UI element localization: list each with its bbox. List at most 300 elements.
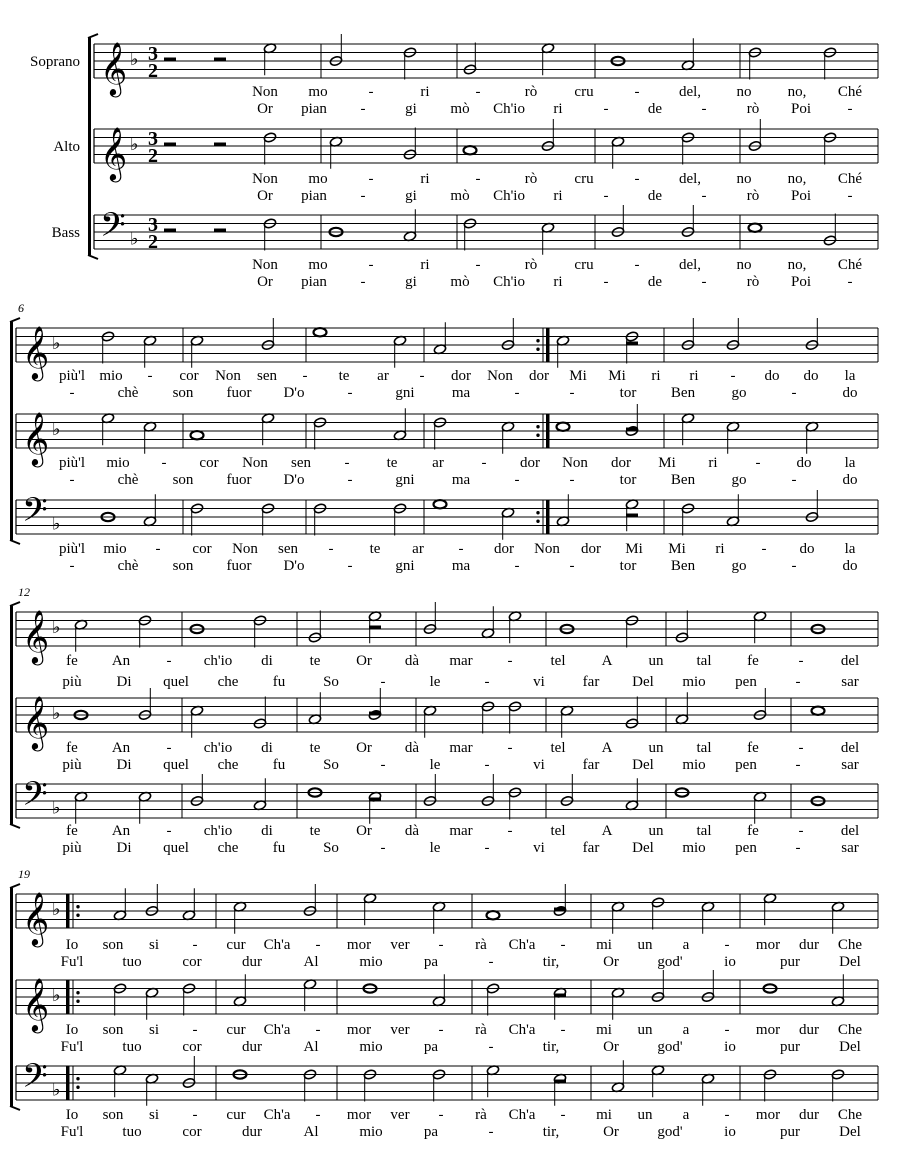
flat-icon: ♭ bbox=[130, 228, 139, 249]
lyric-syllable: più'l bbox=[58, 541, 86, 557]
lyric-syllable: - bbox=[791, 472, 797, 488]
lyric-syllable: cur bbox=[226, 1107, 246, 1123]
lyric-syllable: de bbox=[647, 101, 663, 117]
instrument-name: Bass bbox=[51, 225, 80, 241]
lyric-syllable: sen bbox=[278, 541, 298, 557]
lyric-syllable: mio bbox=[682, 840, 706, 856]
lyric-syllable: far bbox=[582, 840, 600, 856]
lyric-syllable: ma bbox=[451, 472, 471, 488]
rest-icon bbox=[369, 798, 381, 802]
lyric-syllable: gni bbox=[395, 472, 415, 488]
lyric-syllable: mio bbox=[106, 455, 130, 471]
lyric-syllable: do bbox=[764, 368, 780, 384]
lyric-syllable: - bbox=[475, 257, 481, 273]
lyric-syllable: Non bbox=[487, 368, 513, 384]
whole-note bbox=[191, 431, 204, 439]
lyric-syllable: tir, bbox=[542, 954, 560, 970]
lyric-syllable: Poi bbox=[790, 188, 812, 204]
lyric-syllable: - bbox=[419, 368, 425, 384]
lyric-syllable: pa bbox=[423, 954, 439, 970]
lyric-syllable: chè bbox=[117, 385, 139, 401]
lyric-syllable: Che bbox=[837, 1022, 863, 1038]
lyric-syllable: del bbox=[840, 740, 860, 756]
lyric-syllable: mar bbox=[449, 823, 473, 839]
lyric-syllable: Io bbox=[65, 1107, 79, 1123]
repeat-thick-barline bbox=[66, 894, 70, 928]
lyric-syllable: rà bbox=[475, 937, 487, 953]
treble-clef-icon: 𝄞 bbox=[22, 611, 50, 662]
lyric-syllable: de bbox=[647, 274, 663, 290]
lyric-syllable: rò bbox=[746, 101, 760, 117]
lyric-syllable: ri bbox=[553, 188, 563, 204]
lyric-syllable: pur bbox=[780, 1039, 800, 1055]
lyric-syllable: un bbox=[637, 1022, 653, 1038]
lyric-syllable: do bbox=[842, 385, 858, 401]
lyric-syllable: io bbox=[724, 954, 736, 970]
lyric-syllable: fu bbox=[272, 674, 286, 690]
lyric-syllable: rò bbox=[746, 274, 760, 290]
lyric-syllable: che bbox=[217, 674, 239, 690]
lyric-syllable: - bbox=[347, 472, 353, 488]
lyric-syllable: - bbox=[514, 558, 520, 574]
lyric-syllable: rò bbox=[524, 84, 538, 100]
lyric-syllable: fe bbox=[66, 740, 78, 756]
lyric-syllable: mor bbox=[346, 1107, 372, 1123]
whole-note bbox=[557, 423, 570, 431]
lyric-syllable: ch'io bbox=[203, 740, 233, 756]
lyric-syllable: pa bbox=[423, 1124, 439, 1140]
flat-icon: ♭ bbox=[52, 513, 61, 534]
lyric-syllable: Mi bbox=[668, 541, 686, 557]
lyric-syllable: Poi bbox=[790, 274, 812, 290]
lyric-syllable: - bbox=[488, 1039, 494, 1055]
lyric-syllable: Che bbox=[837, 937, 863, 953]
lyric-syllable: rò bbox=[524, 257, 538, 273]
lyric-syllable: - bbox=[507, 740, 513, 756]
flat-icon: ♭ bbox=[130, 134, 139, 154]
lyric-syllable: quel bbox=[163, 674, 189, 690]
lyric-syllable: ma bbox=[451, 558, 471, 574]
lyric-syllable: pen bbox=[735, 757, 757, 773]
lyric-syllable: - bbox=[192, 1022, 198, 1038]
lyric-syllable: - bbox=[475, 84, 481, 100]
lyric-syllable: - bbox=[795, 840, 801, 856]
lyric-syllable: ri bbox=[420, 171, 430, 187]
lyric-syllable: si bbox=[148, 1107, 160, 1123]
lyric-syllable: cru bbox=[574, 84, 594, 100]
lyric-syllable: Ché bbox=[837, 84, 863, 100]
lyric-syllable: - bbox=[484, 757, 490, 773]
lyric-syllable: - bbox=[791, 385, 797, 401]
lyric-syllable: - bbox=[847, 101, 853, 117]
lyric-syllable: Di bbox=[116, 674, 132, 690]
lyric-syllable: Or bbox=[603, 1039, 619, 1055]
lyric-syllable: dà bbox=[404, 823, 420, 839]
lyric-syllable: tal bbox=[696, 823, 712, 839]
lyric-syllable: sen bbox=[257, 368, 277, 384]
lyric-syllable: son bbox=[102, 937, 124, 953]
lyric-syllable: - bbox=[347, 385, 353, 401]
lyric-syllable: te bbox=[309, 653, 321, 669]
repeat-dot bbox=[536, 348, 539, 351]
lyric-syllable: più bbox=[62, 674, 82, 690]
lyric-syllable: Non bbox=[252, 257, 278, 273]
lyric-syllable: sar bbox=[841, 757, 859, 773]
lyric-syllable: del, bbox=[678, 84, 702, 100]
lyric-syllable: ch'io bbox=[203, 823, 233, 839]
lyric-syllable: - bbox=[69, 385, 75, 401]
lyric-syllable: son bbox=[102, 1022, 124, 1038]
lyric-syllable: ar bbox=[432, 455, 444, 471]
lyric-syllable: ver bbox=[390, 937, 410, 953]
lyric-syllable: cru bbox=[574, 171, 594, 187]
repeat-thick-barline bbox=[546, 500, 550, 534]
lyric-syllable: mio bbox=[359, 1124, 383, 1140]
lyric-syllable: Del bbox=[632, 757, 654, 773]
lyric-syllable: Or bbox=[356, 823, 372, 839]
lyric-syllable: mor bbox=[346, 937, 372, 953]
lyric-syllable: - bbox=[368, 84, 374, 100]
lyric-syllable: - bbox=[344, 455, 350, 471]
lyric-syllable: son bbox=[102, 1107, 124, 1123]
lyric-syllable: D'o bbox=[283, 558, 305, 574]
lyric-syllable: - bbox=[730, 368, 736, 384]
lyric-syllable: fe bbox=[66, 653, 78, 669]
lyric-syllable: Fu'l bbox=[60, 1124, 84, 1140]
lyric-syllable: - bbox=[634, 171, 640, 187]
rest-icon bbox=[369, 712, 381, 716]
lyric-syllable: rà bbox=[475, 1107, 487, 1123]
lyric-syllable: la bbox=[844, 541, 856, 557]
lyric-syllable: Ben bbox=[670, 385, 696, 401]
lyric-syllable: pian bbox=[301, 188, 327, 204]
treble-clef-icon: 𝄞 bbox=[22, 697, 50, 748]
lyric-syllable: - bbox=[484, 840, 490, 856]
lyric-syllable: ar bbox=[412, 541, 424, 557]
lyric-syllable: a bbox=[682, 937, 690, 953]
lyric-syllable: - bbox=[701, 101, 707, 117]
lyric-syllable: rà bbox=[475, 1022, 487, 1038]
flat-icon: ♭ bbox=[130, 49, 139, 69]
lyric-syllable: dor bbox=[611, 455, 631, 471]
rest-icon bbox=[214, 58, 226, 62]
lyric-syllable: do bbox=[796, 455, 812, 471]
lyric-syllable: Ch'io bbox=[493, 101, 525, 117]
lyric-syllable: Mi bbox=[608, 368, 626, 384]
lyric-syllable: ver bbox=[390, 1022, 410, 1038]
lyric-syllable: un bbox=[648, 740, 664, 756]
lyric-syllable: god' bbox=[657, 954, 683, 970]
bracket-top bbox=[10, 884, 20, 888]
bracket-bottom bbox=[10, 824, 20, 828]
lyric-syllable: chè bbox=[117, 472, 139, 488]
lyric-syllable: - bbox=[634, 84, 640, 100]
lyric-syllable: tuo bbox=[122, 1039, 142, 1055]
lyric-syllable: - bbox=[791, 558, 797, 574]
lyric-syllable: D'o bbox=[283, 385, 305, 401]
lyric-syllable: no, bbox=[787, 84, 807, 100]
lyric-syllable: - bbox=[798, 823, 804, 839]
lyric-syllable: ver bbox=[390, 1107, 410, 1123]
lyric-syllable: mio bbox=[359, 1039, 383, 1055]
lyric-syllable: dor bbox=[581, 541, 601, 557]
lyric-syllable: - bbox=[147, 368, 153, 384]
lyric-syllable: vi bbox=[533, 840, 545, 856]
lyric-syllable: si bbox=[148, 937, 160, 953]
repeat-dot bbox=[76, 914, 79, 917]
lyric-syllable: Di bbox=[116, 840, 132, 856]
lyric-syllable: te bbox=[309, 823, 321, 839]
lyric-syllable: ri bbox=[420, 84, 430, 100]
lyric-syllable: tor bbox=[619, 558, 637, 574]
treble-clef-icon: 𝄞 bbox=[100, 128, 128, 179]
lyric-syllable: far bbox=[582, 674, 600, 690]
lyric-syllable: - bbox=[315, 937, 321, 953]
lyric-syllable: do bbox=[803, 368, 819, 384]
repeat-dot bbox=[536, 511, 539, 514]
flat-icon: ♭ bbox=[52, 419, 61, 439]
treble-clef-icon: 𝄞 bbox=[22, 893, 50, 944]
lyric-syllable: Del bbox=[839, 954, 861, 970]
lyric-syllable: - bbox=[507, 653, 513, 669]
treble-clef-icon: 𝄞 bbox=[22, 979, 50, 1030]
lyric-syllable: - bbox=[847, 274, 853, 290]
lyric-syllable: Del bbox=[632, 674, 654, 690]
repeat-thick-barline bbox=[66, 980, 70, 1014]
lyric-syllable: cor bbox=[182, 1124, 202, 1140]
lyric-syllable: tel bbox=[550, 740, 566, 756]
lyric-syllable: - bbox=[514, 385, 520, 401]
lyric-syllable: un bbox=[637, 1107, 653, 1123]
flat-icon: ♭ bbox=[52, 899, 61, 919]
lyric-syllable: Ch'io bbox=[493, 274, 525, 290]
lyric-syllable: un bbox=[637, 937, 653, 953]
lyric-syllable: del bbox=[840, 823, 860, 839]
lyric-syllable: pian bbox=[301, 101, 327, 117]
lyric-syllable: far bbox=[582, 757, 600, 773]
lyric-syllable: a bbox=[682, 1022, 690, 1038]
lyric-syllable: un bbox=[648, 653, 664, 669]
lyric-syllable: no bbox=[736, 84, 752, 100]
lyric-syllable: - bbox=[484, 674, 490, 690]
lyric-syllable: - bbox=[560, 937, 566, 953]
lyric-syllable: - bbox=[798, 740, 804, 756]
lyric-syllable: dor bbox=[494, 541, 514, 557]
lyric-syllable: - bbox=[488, 954, 494, 970]
lyric-syllable: Ch'a bbox=[508, 1022, 536, 1038]
bass-clef-icon: 𝄢 bbox=[22, 1057, 48, 1103]
time-signature-denominator: 2 bbox=[148, 231, 158, 253]
lyric-syllable: Fu'l bbox=[60, 954, 84, 970]
lyric-syllable: A bbox=[601, 823, 613, 839]
lyric-syllable: mò bbox=[450, 101, 470, 117]
flat-icon: ♭ bbox=[52, 333, 61, 353]
lyric-syllable: Or bbox=[257, 274, 273, 290]
bracket-top bbox=[10, 318, 20, 322]
lyric-syllable: mor bbox=[755, 937, 781, 953]
lyric-syllable: Non bbox=[215, 368, 241, 384]
lyric-syllable: Ch'io bbox=[493, 188, 525, 204]
lyric-syllable: dur bbox=[242, 1124, 262, 1140]
lyric-syllable: Ben bbox=[670, 558, 696, 574]
lyric-syllable: rò bbox=[524, 171, 538, 187]
lyric-syllable: pen bbox=[735, 674, 757, 690]
time-signature-numerator: 3 bbox=[148, 128, 158, 150]
lyric-syllable: cru bbox=[574, 257, 594, 273]
rest-icon bbox=[626, 514, 638, 518]
lyric-syllable: tal bbox=[696, 740, 712, 756]
lyric-syllable: un bbox=[648, 823, 664, 839]
rest-icon bbox=[554, 994, 566, 998]
lyric-syllable: - bbox=[380, 674, 386, 690]
lyric-syllable: - bbox=[724, 1107, 730, 1123]
system-bracket bbox=[10, 888, 13, 1106]
system-bracket bbox=[10, 606, 13, 824]
lyric-syllable: - bbox=[560, 1107, 566, 1123]
lyric-syllable: tor bbox=[619, 385, 637, 401]
lyric-syllable: cur bbox=[226, 937, 246, 953]
lyric-syllable: do bbox=[842, 472, 858, 488]
repeat-dot bbox=[536, 434, 539, 437]
lyric-syllable: tuo bbox=[122, 954, 142, 970]
lyric-syllable: Mi bbox=[625, 541, 643, 557]
repeat-dot bbox=[76, 991, 79, 994]
lyric-syllable: So bbox=[323, 674, 339, 690]
rest-icon bbox=[164, 229, 176, 233]
lyric-syllable: - bbox=[701, 274, 707, 290]
lyric-syllable: Or bbox=[356, 740, 372, 756]
lyric-syllable: Al bbox=[303, 1124, 319, 1140]
lyric-syllable: la bbox=[844, 368, 856, 384]
lyric-syllable: fe bbox=[747, 653, 759, 669]
lyric-syllable: dor bbox=[529, 368, 549, 384]
lyric-syllable: A bbox=[601, 653, 613, 669]
lyric-syllable: - bbox=[192, 937, 198, 953]
lyric-syllable: che bbox=[217, 757, 239, 773]
lyric-syllable: - bbox=[603, 188, 609, 204]
lyric-syllable: ri bbox=[715, 541, 725, 557]
lyric-syllable: fe bbox=[747, 823, 759, 839]
lyric-syllable: cor bbox=[182, 954, 202, 970]
lyric-syllable: no bbox=[736, 171, 752, 187]
lyric-syllable: mar bbox=[449, 740, 473, 756]
lyric-syllable: gni bbox=[395, 385, 415, 401]
lyric-syllable: ri bbox=[553, 101, 563, 117]
lyric-syllable: mò bbox=[450, 188, 470, 204]
lyric-syllable: Io bbox=[65, 1022, 79, 1038]
lyric-syllable: mi bbox=[596, 1022, 612, 1038]
instrument-name: Alto bbox=[53, 139, 80, 155]
lyric-syllable: tuo bbox=[122, 1124, 142, 1140]
bracket-bottom bbox=[10, 1106, 20, 1110]
bass-clef-icon: 𝄢 bbox=[22, 491, 48, 537]
lyric-syllable: sar bbox=[841, 840, 859, 856]
lyric-syllable: del bbox=[840, 653, 860, 669]
lyric-syllable: gni bbox=[395, 558, 415, 574]
lyric-syllable: Ch'a bbox=[263, 937, 291, 953]
lyric-syllable: - bbox=[481, 455, 487, 471]
lyric-syllable: son bbox=[172, 472, 194, 488]
lyric-syllable: son bbox=[172, 385, 194, 401]
lyric-syllable: gi bbox=[405, 101, 417, 117]
lyric-syllable: dur bbox=[242, 954, 262, 970]
lyric-syllable: ar bbox=[377, 368, 389, 384]
lyric-syllable: ch'io bbox=[203, 653, 233, 669]
lyric-syllable: di bbox=[261, 823, 273, 839]
lyric-syllable: Non bbox=[252, 171, 278, 187]
system-bracket bbox=[88, 38, 91, 255]
lyric-syllable: Non bbox=[232, 541, 258, 557]
lyric-syllable: mo bbox=[308, 84, 328, 100]
instrument-name: Soprano bbox=[30, 54, 80, 70]
lyric-syllable: - bbox=[315, 1107, 321, 1123]
lyric-syllable: Non bbox=[562, 455, 588, 471]
flat-icon: ♭ bbox=[52, 985, 61, 1005]
lyric-syllable: dor bbox=[520, 455, 540, 471]
lyric-syllable: mio bbox=[103, 541, 127, 557]
lyric-syllable: - bbox=[161, 455, 167, 471]
lyric-syllable: mor bbox=[755, 1107, 781, 1123]
lyric-syllable: dur bbox=[242, 1039, 262, 1055]
lyric-syllable: Ché bbox=[837, 257, 863, 273]
lyric-syllable: del, bbox=[678, 257, 702, 273]
lyric-syllable: ri bbox=[651, 368, 661, 384]
repeat-dot bbox=[536, 425, 539, 428]
lyric-syllable: te bbox=[386, 455, 398, 471]
whole-note bbox=[487, 911, 500, 919]
lyric-syllable: - bbox=[380, 757, 386, 773]
lyric-syllable: An bbox=[111, 823, 131, 839]
lyric-syllable: - bbox=[634, 257, 640, 273]
lyric-syllable: io bbox=[724, 1124, 736, 1140]
whole-note bbox=[464, 146, 477, 154]
lyric-syllable: mi bbox=[596, 1107, 612, 1123]
repeat-dot bbox=[536, 339, 539, 342]
lyric-syllable: quel bbox=[163, 840, 189, 856]
lyric-syllable: la bbox=[844, 455, 856, 471]
whole-note bbox=[812, 707, 825, 715]
lyric-syllable: - bbox=[315, 1022, 321, 1038]
bass-clef-icon: 𝄢 bbox=[22, 775, 48, 821]
lyric-syllable: - bbox=[475, 171, 481, 187]
lyric-syllable: dà bbox=[404, 653, 420, 669]
lyric-syllable: - bbox=[701, 188, 707, 204]
lyric-syllable: fe bbox=[66, 823, 78, 839]
lyric-syllable: cur bbox=[226, 1022, 246, 1038]
lyric-syllable: pur bbox=[780, 1124, 800, 1140]
lyric-syllable: mor bbox=[346, 1022, 372, 1038]
lyric-syllable: pian bbox=[301, 274, 327, 290]
lyric-syllable: - bbox=[847, 188, 853, 204]
lyric-syllable: cor bbox=[182, 1039, 202, 1055]
lyric-syllable: - bbox=[560, 1022, 566, 1038]
repeat-dot bbox=[76, 1000, 79, 1003]
lyric-syllable: vi bbox=[533, 757, 545, 773]
bass-clef-icon: 𝄢 bbox=[100, 206, 126, 252]
lyric-syllable: tel bbox=[550, 823, 566, 839]
lyric-syllable: de bbox=[647, 188, 663, 204]
bracket-bottom bbox=[88, 255, 98, 259]
lyric-syllable: - bbox=[795, 674, 801, 690]
lyric-syllable: Che bbox=[837, 1107, 863, 1123]
bracket-top bbox=[10, 602, 20, 606]
system-bracket bbox=[10, 322, 13, 540]
lyric-syllable: tir, bbox=[542, 1124, 560, 1140]
lyric-syllable: So bbox=[323, 757, 339, 773]
lyric-syllable: gi bbox=[405, 274, 417, 290]
treble-clef-icon: 𝄞 bbox=[22, 327, 50, 378]
lyric-syllable: - bbox=[795, 757, 801, 773]
